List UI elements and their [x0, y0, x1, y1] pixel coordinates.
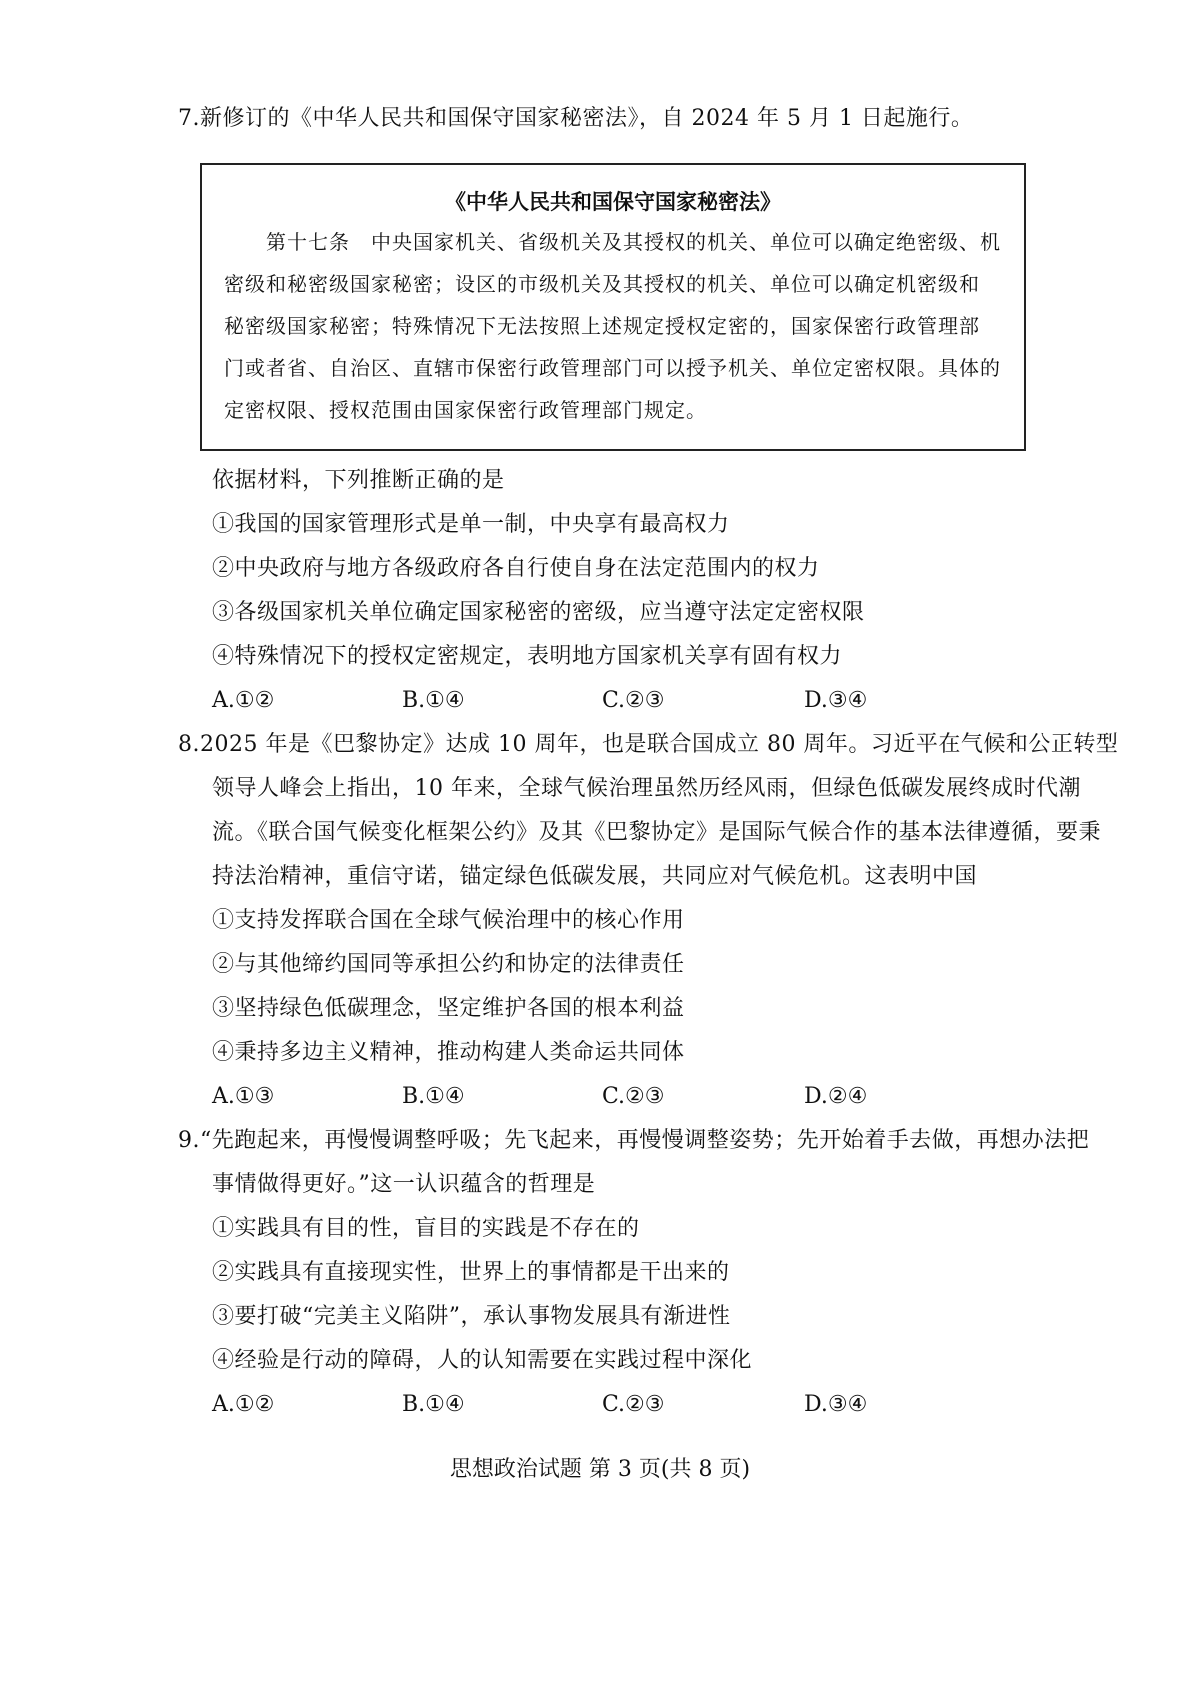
q7-item: ③各级国家机关单位确定国家秘密的密级，应当遵守法定定密权限: [212, 600, 865, 625]
q9-stem-line: 事情做得更好。”这一认识蕴含的哲理是: [212, 1172, 596, 1197]
q8-item: ①支持发挥联合国在全球气候治理中的核心作用: [212, 908, 685, 933]
q8-item: ③坚持绿色低碳理念，坚定维护各国的根本利益: [212, 996, 685, 1021]
q8-option-d[interactable]: D.②④: [804, 1084, 868, 1109]
q7-item: ②中央政府与地方各级政府各自行使自身在法定范围内的权力: [212, 556, 820, 581]
q8-item: ④秉持多边主义精神，推动构建人类命运共同体: [212, 1040, 685, 1065]
page-footer: 思想政治试题 第 3 页(共 8 页): [449, 1457, 751, 1482]
q7-item: ④特殊情况下的授权定密规定，表明地方国家机关享有固有权力: [212, 644, 843, 669]
q8-stem-line: 8.2025 年是《巴黎协定》达成 10 周年，也是联合国成立 80 周年。习近平在气候和公正转型: [178, 732, 1119, 757]
q9-stem-line: 9.“先跑起来，再慢慢调整呼吸；先飞起来，再慢慢调整姿势；先开始着手去做，再想办法把: [178, 1128, 1090, 1153]
q8-option-c[interactable]: C.②③: [602, 1084, 665, 1109]
q8-stem-line: 领导人峰会上指出，10 年来，全球气候治理虽然历经风雨，但绿色低碳发展终成时代潮: [212, 776, 1081, 801]
q7-law-line: 密级和秘密级国家秘密；设区的市级机关及其授权的机关、单位可以确定机密级和: [224, 272, 980, 296]
q9-item: ④经验是行动的障碍，人的认知需要在实践过程中深化: [212, 1348, 753, 1373]
q7-law-line: 门或者省、自治区、直辖市保密行政管理部门可以授予机关、单位定密权限。具体的: [224, 356, 1001, 380]
q7-law-line: 第十七条 中央国家机关、省级机关及其授权的机关、单位可以确定绝密级、机: [224, 230, 1001, 254]
q7-option-b[interactable]: B.①④: [402, 688, 465, 713]
q7-law-line: 定密权限、授权范围由国家保密行政管理部门规定。: [224, 398, 707, 422]
q9-option-b[interactable]: B.①④: [402, 1392, 465, 1417]
q9-item: ②实践具有直接现实性，世界上的事情都是干出来的: [212, 1260, 730, 1285]
q9-item: ①实践具有目的性，盲目的实践是不存在的: [212, 1216, 640, 1241]
q8-stem-line: 流。《联合国气候变化框架公约》及其《巴黎协定》是国际气候合作的基本法律遵循，要秉: [212, 820, 1102, 845]
q8-option-b[interactable]: B.①④: [402, 1084, 465, 1109]
q7-item: ①我国的国家管理形式是单一制，中央享有最高权力: [212, 512, 730, 537]
q9-item: ③要打破“完美主义陷阱”，承认事物发展具有渐进性: [212, 1304, 731, 1329]
q7-material-box: [200, 163, 1026, 451]
q9-option-a[interactable]: A.①②: [212, 1392, 275, 1417]
q7-option-a[interactable]: A.①②: [212, 688, 275, 713]
q8-option-a[interactable]: A.①③: [212, 1084, 275, 1109]
q9-option-c[interactable]: C.②③: [602, 1392, 665, 1417]
q7-law-title: 《中华人民共和国保守国家秘密法》: [445, 189, 781, 214]
q7-option-d[interactable]: D.③④: [804, 688, 868, 713]
q7-option-c[interactable]: C.②③: [602, 688, 665, 713]
q7-question: 依据材料，下列推断正确的是: [212, 468, 505, 493]
q8-item: ②与其他缔约国同等承担公约和协定的法律责任: [212, 952, 685, 977]
q7-law-line: 秘密级国家秘密；特殊情况下无法按照上述规定授权定密的，国家保密行政管理部: [224, 314, 980, 338]
q8-stem-line: 持法治精神，重信守诺，锚定绿色低碳发展，共同应对气候危机。这表明中国: [212, 864, 978, 889]
q9-option-d[interactable]: D.③④: [804, 1392, 868, 1417]
q7-stem: 7.新修订的《中华人民共和国保守国家秘密法》，自 2024 年 5 月 1 日起施行。: [178, 106, 974, 131]
